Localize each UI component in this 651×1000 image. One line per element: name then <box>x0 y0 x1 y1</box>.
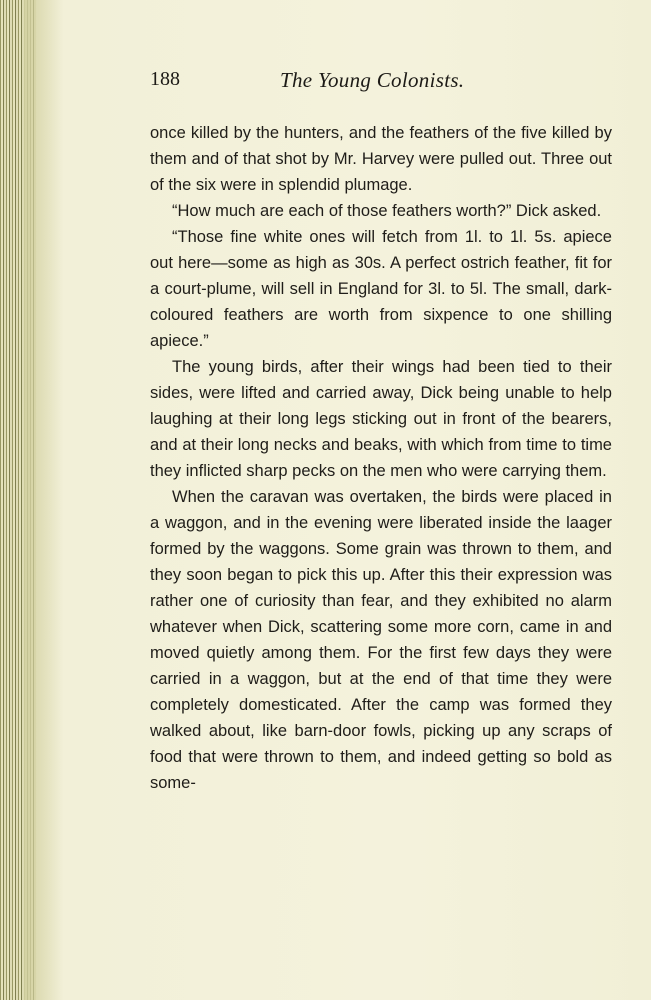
paragraph: When the caravan was overtaken, the birds were placed in a waggon, and in the evening were liberated inside the laager formed by the waggons. Some grain was thrown to them, and they soon began to pick this up. After this their expression was rather one of curiosity than fear, and they exhibited no alarm whatever when Dick, scattering some more corn, came in and moved quietly among them. For the first few days they were carried in a waggon, but at the end of that time they were completely domesticated. After the camp was formed they walked about, like barn-door fowls, picking up any scraps of food that were thrown to them, and indeed getting so bold as some- <box>150 488 612 792</box>
paragraph: “How much are each of those feathers worth?” Dick asked. <box>172 202 602 220</box>
running-title: The Young Colonists. <box>280 68 465 92</box>
page-header <box>150 68 612 98</box>
body-text <box>150 120 612 796</box>
page-number: 188 <box>150 68 180 90</box>
gutter-shadow <box>24 0 64 1000</box>
paragraph: The young birds, after their wings had been tied to their sides, were lifted and carried away, Dick being unable to help laughing at their long legs sticking out in front of the bearers, and at their long necks and beaks, with which from time to time they inflicted sharp pecks on the men who were carrying them. <box>150 358 612 480</box>
paragraph: “Those fine white ones will fetch from 1l. to 1l. 5s. apiece out here—some as high as 30s. A perfect ostrich feather, fit for a court-plume, will sell in England for 3l. to 5l. The small, dark-coloured feathers are worth from sixpence to one shilling apiece.” <box>150 228 612 350</box>
paragraph: once killed by the hunters, and the feathers of the five killed by them and of that shot by Mr. Harvey were pulled out. Three out of the six were in splendid plumage. <box>150 124 612 194</box>
